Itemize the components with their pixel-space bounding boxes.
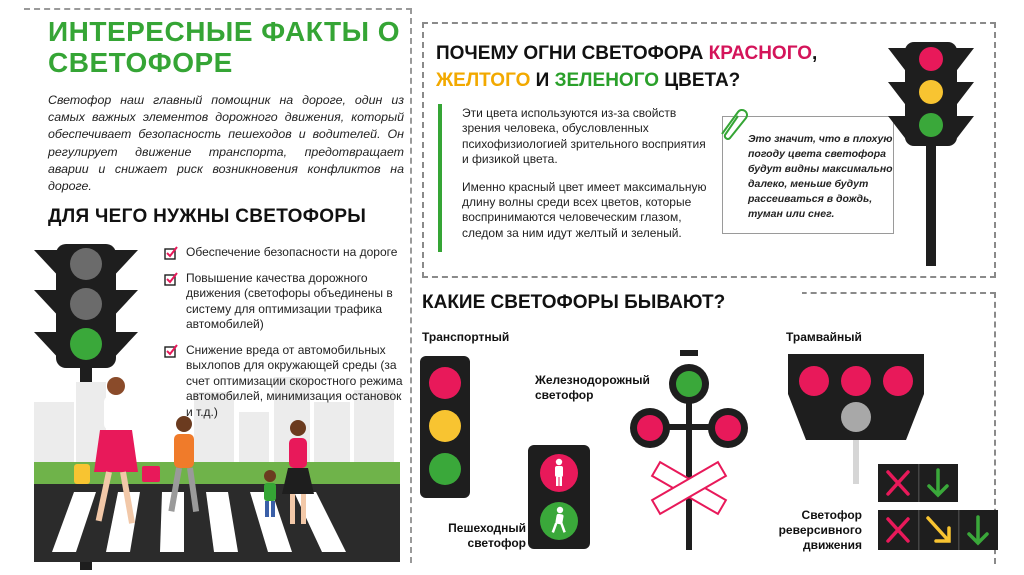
- list-item: [164, 343, 404, 421]
- benefit-text: Снижение вреда от автомобильных выхлопов для окружающей среды (за счет оптимизации скоростного режима автомобилей, минимизация остановок и т.д.): [186, 342, 403, 419]
- question-part: ПОЧЕМУ ОГНИ СВЕТОФОРА: [436, 43, 709, 64]
- explanation-paragraph: Именно красный цвет имеет максимальную длину волны среди всех цветов, которые воспринимаются человеческим глазом, следом за ним идут желтый и зеленый.: [462, 179, 707, 240]
- tram-label: Трамвайный: [786, 330, 862, 344]
- page-title: ИНТЕРЕСНЫЕ ФАКТЫ О СВЕТОФОРЕ: [48, 16, 401, 78]
- colors-question-heading: [436, 40, 876, 94]
- question-part: ЦВЕТА?: [659, 70, 741, 91]
- check-icon: [164, 246, 178, 260]
- benefits-list: [164, 245, 404, 430]
- list-item: [164, 271, 404, 333]
- colors-explanation: [462, 106, 712, 253]
- types-heading: КАКИЕ СВЕТОФОРЫ БЫВАЮТ?: [422, 292, 802, 314]
- paperclip-icon: [714, 104, 748, 140]
- explanation-paragraph: Эти цвета используются из-за свойств зрения человека, обусловленных психофизиологией зрительного восприятия и физикой цвета.: [462, 106, 706, 167]
- accent-bar: [438, 104, 442, 252]
- question-and: И: [530, 70, 555, 91]
- reversible-traffic-light: [878, 462, 1000, 554]
- benefit-text: Повышение качества дорожного движения (светофоры объединены в систему для оптимизации трафика автомобилей): [186, 270, 393, 331]
- check-icon: [164, 272, 178, 286]
- note-text: Это значит, что в плохую погоду цвета светофора будут видны максимально далеко, меньше будут рассеиваться в дождь, туман или снег.: [748, 133, 893, 220]
- green-word: ЗЕЛЕНОГО: [554, 70, 659, 91]
- red-word: КРАСНОГО: [708, 43, 812, 64]
- reversible-label: Светофор реверсивного движения: [778, 508, 862, 552]
- pedestrian-label: Пешеходный светофор: [448, 521, 526, 550]
- why-needed-heading: ДЛЯ ЧЕГО НУЖНЫ СВЕТОФОРЫ: [48, 206, 367, 227]
- railway-label: Железнодорожный светофор: [535, 373, 650, 402]
- check-icon: [164, 344, 178, 358]
- pedestrian-traffic-light: [528, 445, 590, 549]
- intro-text: Светофор наш главный помощник на дороге, один из самых важных элементов дорожного движения, который обеспечивает безопасность пешеходов и водителей. Он регулирует движение транспорта, предотвращает аварии и снижает риск возникновения конфликтов на дороге.: [48, 93, 404, 194]
- transport-label: Транспортный: [422, 330, 510, 344]
- list-item: [164, 245, 404, 261]
- benefit-text: Обеспечение безопасности на дороге: [186, 245, 398, 259]
- railway-traffic-light: [626, 350, 752, 550]
- yellow-word: ЖЕЛТОГО: [436, 70, 531, 91]
- transport-traffic-light: [420, 356, 470, 498]
- question-comma: ,: [812, 43, 818, 64]
- tall-traffic-light: [888, 40, 974, 266]
